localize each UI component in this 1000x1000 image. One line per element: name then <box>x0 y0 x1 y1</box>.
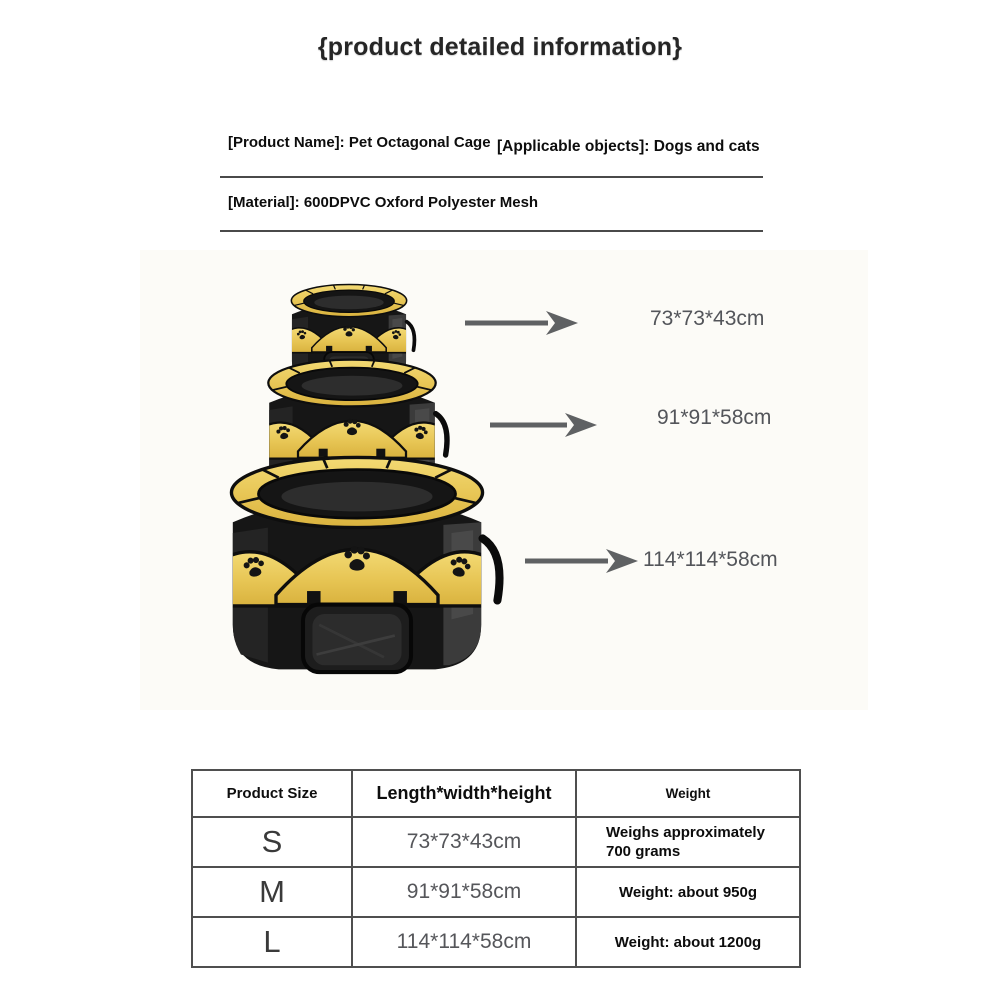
cell-weight-s <box>576 817 800 867</box>
weight-text-s: Weighs approximately 700 grams <box>606 823 765 860</box>
table-row-large <box>192 917 800 967</box>
size-arrow-small <box>462 310 578 336</box>
size-label-large: 114*114*58cm <box>643 548 778 571</box>
table-row-small <box>192 817 800 867</box>
cell-size-m: M <box>192 867 352 917</box>
size-table <box>191 769 801 968</box>
page-title: {product detailed information} <box>317 33 683 61</box>
applicable-objects-label: [Applicable objects]: Dogs and cats <box>497 138 760 155</box>
header-dimensions: Length*width*height <box>352 770 576 817</box>
size-table-header-row <box>192 770 800 817</box>
cell-size-s: S <box>192 817 352 867</box>
size-arrow-large <box>522 548 638 574</box>
product-name-label: [Product Name]: Pet Octagonal Cage <box>228 134 491 151</box>
size-arrow-medium <box>487 412 597 438</box>
header-weight: Weight <box>576 770 800 817</box>
cell-dims-s: 73*73*43cm <box>352 817 576 867</box>
size-label-medium: 91*91*58cm <box>657 406 772 429</box>
divider-rule-top <box>220 176 763 178</box>
cell-dims-l: 114*114*58cm <box>352 917 576 967</box>
divider-rule-bottom <box>220 230 763 232</box>
playpen-large <box>215 457 515 672</box>
product-photo-pet-playpens <box>215 273 515 695</box>
size-label-small: 73*73*43cm <box>650 307 765 330</box>
header-product-size: Product Size <box>192 770 352 817</box>
cell-size-l: L <box>192 917 352 967</box>
cell-dims-m: 91*91*58cm <box>352 867 576 917</box>
table-row-medium <box>192 867 800 917</box>
cell-weight-l: Weight: about 1200g <box>576 917 800 967</box>
material-label: [Material]: 600DPVC Oxford Polyester Mesh <box>228 194 539 211</box>
cell-weight-m: Weight: about 950g <box>576 867 800 917</box>
